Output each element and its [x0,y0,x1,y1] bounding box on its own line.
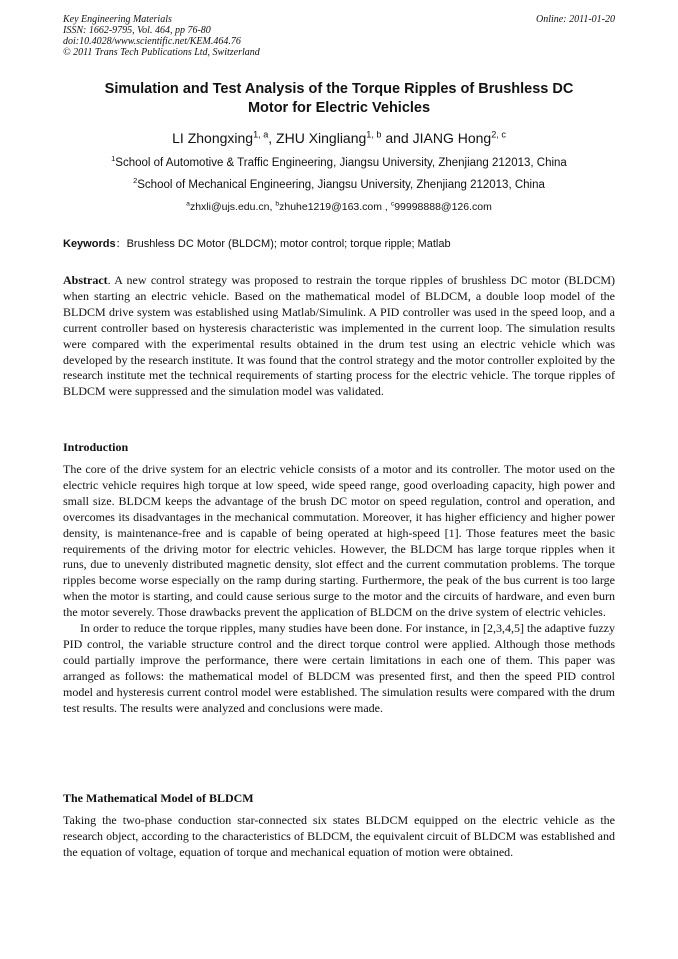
model-heading: The Mathematical Model of BLDCM [63,791,254,805]
keywords-colon: ： [115,238,127,250]
author-3-sup: 2, c [491,129,506,140]
online-date: Online: 2011-01-20 [536,14,615,25]
keywords [63,235,615,251]
copyright: © 2011 Trans Tech Publications Ltd, Switzerland [63,47,260,58]
author-2: ZHU Xingliang [276,130,367,146]
affiliation-2 [63,176,615,191]
model-paragraph-1: Taking the two-phase conduction star-connected six states BLDCM equipped on the electric vehicle as the research object, according to the characteristics of BLDCM, the equivalent circuit of BLDCM was established and the equation of voltage, equation of torque and mechanical equation of motion were obtained. [63,813,615,859]
author-separator: , [268,130,277,146]
keywords-label: Keywords [63,238,116,250]
affiliation-1-text: School of Automotive & Traffic Engineering, Jiangsu University, Zhenjiang 212013, China [115,157,567,169]
author-list [63,130,615,146]
title-line-2: Motor for Electric Vehicles [247,100,431,116]
affiliation-1-num: 1 [111,154,116,164]
email-separator-1: , [269,201,276,213]
title-line-1: Simulation and Test Analysis of the Torque Ripples of Brushless DC [104,81,574,97]
author-2-sup: 1, b [366,129,382,140]
abstract [63,273,615,400]
email-a-sup: a [186,200,190,208]
email-c-sup: c [390,200,395,208]
author-3: and JIANG Hong [385,130,492,146]
email-a: zhxli@ujs.edu.cn [189,201,270,213]
abstract-label: Abstract [63,273,108,287]
author-1: LI Zhongxing [172,130,254,146]
introduction-body [63,462,615,717]
issn: ISSN: 1662-9795, Vol. 464, pp 76-80 [63,25,211,36]
email-b-sup: b [275,200,280,208]
journal-header [63,14,615,58]
journal-name: Key Engineering Materials [63,14,172,25]
doi: doi:10.4028/www.scientific.net/KEM.464.76 [63,36,241,47]
affiliation-2-num: 2 [133,176,138,186]
paper-title [63,80,615,118]
affiliation-2-text: School of Mechanical Engineering, Jiangsu University, Zhenjiang 212013, China [137,179,545,191]
abstract-text: . A new control strategy was proposed to restrain the torque ripples of brushless DC motor (BLDCM) when starting an electric vehicle. Based on the mathematical model of BLDCM, a double loop model of the BLDCM drive system was established using Matlab/Simulink. A PID controller was used in the speed loop, and a current controller based on hysteresis characteristic was implemented in the current loop. The simulation results were compared with the experimental results obtained in the drum test using an electric vehicle which was developed by the research institute. It was found that the control strategy and the motor controller exploited by the research institute met the technical requirements of starting process for the electric vehicle. The torque ripples of BLDCM were suppressed and the simulation model was validated. [63,273,615,399]
author-1-sup: 1, a [253,129,269,140]
affiliation-1 [63,154,615,169]
introduction-paragraph-2: In order to reduce the torque ripples, many studies have been done. For instance, in [2,3,4,5] the adaptive fuzzy PID control, the variable structure control and the direct torque control were applied. Although those methods could partially improve the performance, there were certain limitations in each one of them. This paper was arranged as follows: the mathematical model of BLDCM was presented first, and then the speed PID control model and hysteresis current control model were established. The simulation results were compared with the drum test results. The results were analyzed and conclusions were made. [63,621,615,715]
email-c: 99998888@126.com [394,201,492,213]
introduction-paragraph-1: The core of the drive system for an electric vehicle consists of a motor and its controller. The motor used on the electric vehicle requires high torque at low speed, wide speed range, good overloading capacity, high power and small size. BLDCM keeps the advantage of the brush DC motor on speed regulation, control and operation, and overcomes its disadvantages in the mechanical commutation. Moreover, it has higher efficiency and higher power density, is maintenance-free and is capable of being operated at high-speed [1]. Those features meet the basic requirements of the driving motor for electric vehicles. However, the BLDCM has large torque ripples when it runs, due to unevenly distributed magnetic density, slot effect and the current commutation problems. The torque ripples become worse especially on the ramp during starting. Furthermore, the peak of the bus current is too large when the motor is starting, and could cause serious surge to the motor and the circuits of hardware, and even burn the motor severely. Those drawbacks prevent the application of BLDCM on the drive system of electric vehicles. [63,462,615,620]
introduction-heading: Introduction [63,440,129,454]
email-b: zhuhe1219@163.com [279,201,383,213]
email-separator-2: , [382,201,391,213]
email-list [63,201,615,213]
keywords-text: Brushless DC Motor (BLDCM); motor control; torque ripple; Matlab [126,238,451,250]
